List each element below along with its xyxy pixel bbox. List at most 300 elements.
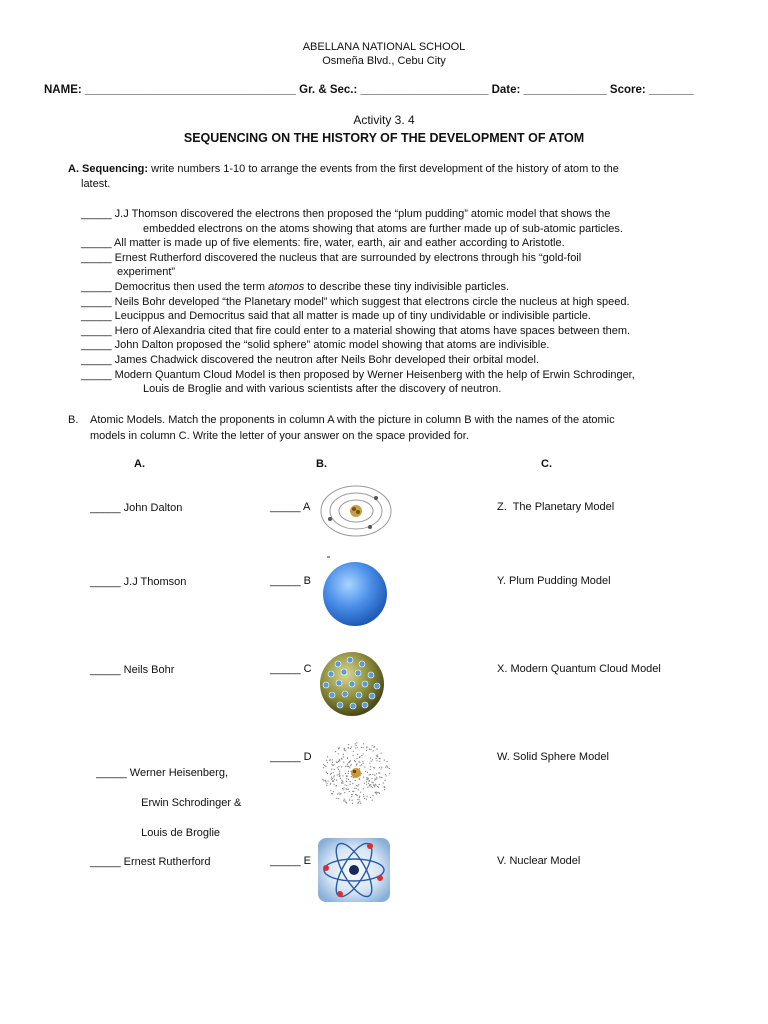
- cloud-dot: [352, 803, 353, 804]
- cloud-dot: [349, 767, 350, 768]
- list-item: [81, 353, 741, 368]
- cloud-dot: [331, 769, 332, 770]
- cloud-dot: [373, 767, 374, 768]
- cloud-dot: [349, 799, 350, 800]
- cloud-dot: [367, 772, 368, 773]
- cloud-dot: [359, 779, 360, 780]
- proponent-line-2: Erwin Schrodinger &: [141, 797, 242, 809]
- cloud-dot: [357, 803, 358, 804]
- cloud-dot: [341, 782, 342, 783]
- cloud-dot: [352, 791, 353, 792]
- picture-answer-b[interactable]: _____ B: [270, 575, 311, 587]
- cloud-dot: [367, 787, 368, 788]
- cloud-dot: [329, 760, 330, 761]
- cloud-dot: [370, 766, 371, 767]
- item-text: Democritus then used the term: [114, 280, 269, 293]
- cloud-dot: [344, 800, 345, 801]
- planetary-model-icon: [318, 483, 394, 539]
- cloud-dot: [355, 780, 356, 781]
- cloud-dot: [361, 764, 362, 765]
- cloud-dot: [357, 785, 358, 786]
- cloud-dot: [338, 753, 339, 754]
- proponent-ernest-rutherford[interactable]: _____ Ernest Rutherford: [90, 856, 211, 868]
- cloud-dot: [356, 742, 357, 743]
- cloud-dot: [335, 751, 336, 752]
- cloud-dot: [359, 796, 360, 797]
- cloud-dot: [346, 776, 347, 777]
- cloud-dot: [359, 797, 360, 798]
- answer-blank[interactable]: _____: [81, 339, 115, 352]
- cloud-dot: [352, 800, 353, 801]
- cloud-dot: [379, 776, 380, 777]
- cloud-dot: [332, 778, 333, 779]
- cloud-dot: [339, 776, 340, 777]
- cloud-dot: [328, 781, 329, 782]
- cloud-dot: [344, 792, 345, 793]
- cloud-dot: [330, 790, 331, 791]
- answer-blank[interactable]: _____: [81, 353, 115, 366]
- cloud-dot: [325, 766, 326, 767]
- cloud-dot: [346, 789, 347, 790]
- cloud-dot: [331, 764, 332, 765]
- cloud-dot: [384, 789, 385, 790]
- cloud-dot: [376, 758, 377, 759]
- cloud-dot: [368, 783, 369, 784]
- model-nuclear: V. Nuclear Model: [497, 855, 581, 867]
- cloud-dot: [346, 802, 347, 803]
- cloud-dot: [334, 775, 335, 776]
- cloud-dot: [371, 761, 372, 762]
- cloud-dot: [333, 781, 334, 782]
- answer-blank[interactable]: _____: [81, 368, 115, 381]
- cloud-dot: [346, 781, 347, 782]
- sequence-list: [81, 207, 741, 397]
- cloud-dot: [364, 798, 365, 799]
- cloud-dot: [359, 778, 360, 779]
- answer-blank[interactable]: _____: [81, 208, 115, 220]
- cloud-dot: [371, 786, 372, 787]
- cloud-dot: [371, 782, 372, 783]
- cloud-dot: [387, 767, 388, 768]
- cloud-dot: [356, 758, 357, 759]
- picture-answer-a[interactable]: _____ A: [270, 501, 311, 513]
- activity-number: Activity 3. 4: [353, 113, 415, 127]
- cloud-dot: [337, 767, 338, 768]
- cloud-dot: [331, 773, 332, 774]
- cloud-dot: [367, 796, 368, 797]
- cloud-dot: [376, 793, 377, 794]
- column-b-header: B.: [316, 458, 327, 470]
- cloud-dot: [344, 749, 345, 750]
- cloud-dot: [360, 803, 361, 804]
- cloud-dot: [356, 788, 357, 789]
- list-item: [81, 309, 741, 324]
- cloud-dot: [369, 774, 370, 775]
- cloud-dot: [376, 777, 377, 778]
- cloud-dot: [378, 792, 379, 793]
- student-info-line: NAME: _________________________________ Gr. & Sec.: ____________________ Date: _____________ Score: _______: [44, 84, 694, 96]
- item-text: Leucippus and Democritus said that all matter is made up of tiny undividable or indivisible particle.: [114, 310, 591, 323]
- cloud-dot: [345, 766, 346, 767]
- cloud-dot: [347, 764, 348, 765]
- column-a-header: A.: [134, 458, 145, 470]
- cloud-dot: [370, 774, 371, 775]
- picture-answer-d[interactable]: _____ D: [270, 751, 312, 763]
- model-plum-pudding: Y. Plum Pudding Model: [497, 575, 611, 587]
- cloud-dot: [357, 747, 358, 748]
- cloud-dot: [375, 778, 376, 779]
- cloud-dot: [336, 761, 337, 762]
- cloud-dot: [363, 743, 364, 744]
- cloud-dot: [365, 771, 366, 772]
- plum-pudding-icon: [314, 650, 390, 718]
- cloud-dot: [338, 769, 339, 770]
- cloud-dot: [350, 781, 351, 782]
- cloud-dot: [372, 774, 373, 775]
- cloud-dot: [338, 748, 339, 749]
- cloud-dot: [364, 783, 365, 784]
- cloud-dot: [358, 784, 359, 785]
- cloud-dot: [327, 756, 328, 757]
- cloud-dot: [374, 785, 375, 786]
- answer-blank[interactable]: _____: [81, 280, 115, 293]
- cloud-dot: [334, 769, 335, 770]
- cloud-dot: [378, 772, 379, 773]
- cloud-dot: [357, 795, 358, 796]
- cloud-dot: [373, 747, 374, 748]
- cloud-dot: [358, 789, 359, 790]
- cloud-dot: [348, 773, 349, 774]
- cloud-dot: [372, 778, 373, 779]
- cloud-dot: [339, 793, 340, 794]
- list-item: [81, 207, 741, 236]
- solid-sphere-icon: [318, 554, 392, 628]
- cloud-dot: [375, 792, 376, 793]
- cloud-dot: [326, 760, 327, 761]
- answer-blank[interactable]: _____: [81, 310, 115, 323]
- list-item: [81, 295, 741, 310]
- cloud-dot: [366, 781, 367, 782]
- cloud-dot: [354, 760, 355, 761]
- cloud-dot: [360, 792, 361, 793]
- proponent-neils-bohr[interactable]: _____ Neils Bohr: [90, 664, 175, 676]
- section-a-label: A. Sequencing:: [68, 163, 149, 175]
- section-a-instructions: [68, 162, 718, 192]
- cloud-dot: [343, 762, 344, 763]
- cloud-dot: [367, 778, 368, 779]
- cloud-dot: [332, 793, 333, 794]
- cloud-dot: [359, 801, 360, 802]
- nuclear-model-icon: [318, 838, 390, 902]
- item-text: James Chadwick discovered the neutron after Neils Bohr developed their orbital model.: [114, 353, 539, 366]
- cloud-dot: [345, 784, 346, 785]
- cloud-dot: [356, 794, 357, 795]
- item-text-continued: Louis de Broglie and with various scientists after the discovery of neutron.: [143, 383, 502, 396]
- cloud-dot: [383, 782, 384, 783]
- cloud-dot: [350, 748, 351, 749]
- item-text: John Dalton proposed the “solid sphere” atomic model showing that atoms are indivisible.: [114, 339, 550, 352]
- cloud-dot: [330, 784, 331, 785]
- proponent-jj-thomson[interactable]: _____ J.J Thomson: [90, 576, 187, 588]
- cloud-dot: [327, 773, 328, 774]
- cloud-dot: [368, 781, 369, 782]
- cloud-dot: [373, 782, 374, 783]
- cloud-dot: [358, 802, 359, 803]
- item-text-italic: atomos: [268, 280, 305, 293]
- cloud-dot: [353, 751, 354, 752]
- cloud-dot: [379, 761, 380, 762]
- cloud-dot: [343, 789, 344, 790]
- answer-blank[interactable]: _____: [81, 324, 115, 337]
- cloud-dot: [339, 759, 340, 760]
- section-b-instruction-2: models in column C. Write the letter of your answer on the space provided for.: [90, 430, 469, 442]
- item-text: Modern Quantum Cloud Model is then proposed by Werner Heisenberg with the help of Erwin Schrodinger,: [114, 368, 635, 381]
- cloud-dot: [341, 780, 342, 781]
- cloud-dot: [381, 753, 382, 754]
- cloud-dot: [340, 793, 341, 794]
- cloud-dot: [332, 781, 333, 782]
- cloud-dot: [339, 747, 340, 748]
- cloud-dot: [372, 800, 373, 801]
- cloud-dot: [337, 774, 338, 775]
- cloud-dot: [351, 796, 352, 797]
- cloud-dot: [333, 791, 334, 792]
- cloud-dot: [379, 767, 380, 768]
- cloud-dot: [368, 778, 369, 779]
- cloud-dot: [374, 780, 375, 781]
- list-item: [81, 338, 741, 353]
- cloud-dot: [346, 785, 347, 786]
- cloud-dot: [330, 759, 331, 760]
- cloud-dot: [343, 754, 344, 755]
- cloud-dot: [352, 783, 353, 784]
- cloud-dot: [386, 765, 387, 766]
- item-text-continued: experiment”: [117, 266, 176, 279]
- cloud-dot: [345, 750, 346, 751]
- cloud-dot: [351, 746, 352, 747]
- cloud-dot: [339, 774, 340, 775]
- cloud-dot: [377, 749, 378, 750]
- cloud-dot: [372, 795, 373, 796]
- cloud-dot: [332, 765, 333, 766]
- picture-answer-e[interactable]: _____ E: [270, 855, 311, 867]
- cloud-dot: [323, 780, 324, 781]
- section-b-label: B.: [68, 414, 79, 426]
- cloud-dot: [339, 794, 340, 795]
- cloud-dot: [348, 766, 349, 767]
- picture-answer-c[interactable]: _____ C: [270, 663, 312, 675]
- cloud-dot: [339, 773, 340, 774]
- cloud-dot: [363, 747, 364, 748]
- cloud-dot: [350, 760, 351, 761]
- section-b-instruction-1: Atomic Models. Match the proponents in column A with the picture in column B with the names of the atomic: [90, 414, 615, 426]
- cloud-dot: [349, 791, 350, 792]
- cloud-dot: [343, 756, 344, 757]
- cloud-dot: [361, 755, 362, 756]
- cloud-dot: [379, 784, 380, 785]
- proponent-line-3: Louis de Broglie: [141, 827, 221, 839]
- cloud-dot: [346, 766, 347, 767]
- cloud-dot: [327, 783, 328, 784]
- cloud-dot: [344, 799, 345, 800]
- cloud-dot: [385, 780, 386, 781]
- cloud-dot: [338, 766, 339, 767]
- proponent-line-1: _____ Werner Heisenberg,: [96, 767, 229, 779]
- cloud-dot: [372, 759, 373, 760]
- cloud-dot: [336, 785, 337, 786]
- cloud-dot: [359, 762, 360, 763]
- item-text-continued: embedded electrons on the atoms showing that atoms are further made up of sub-atomic particles.: [143, 222, 623, 235]
- cloud-dot: [374, 775, 375, 776]
- cloud-dot: [376, 773, 377, 774]
- cloud-dot: [356, 745, 357, 746]
- item-text: Hero of Alexandria cited that fire could enter to a material showing that atoms have spaces between them.: [114, 324, 631, 337]
- section-a-instruction-1: write numbers 1-10 to arrange the events from the first development of the history of atom to the: [148, 163, 619, 175]
- cloud-dot: [379, 758, 380, 759]
- answer-blank[interactable]: _____: [81, 295, 115, 308]
- answer-blank[interactable]: _____: [81, 237, 115, 250]
- cloud-dot: [370, 758, 371, 759]
- cloud-dot: [372, 787, 373, 788]
- cloud-dot: [359, 799, 360, 800]
- cloud-dot: [348, 747, 349, 748]
- cloud-dot: [343, 800, 344, 801]
- cloud-dot: [332, 762, 333, 763]
- cloud-dot: [356, 763, 357, 764]
- list-item: [81, 236, 741, 251]
- cloud-dot: [359, 756, 360, 757]
- cloud-dot: [348, 789, 349, 790]
- section-b-instructions: [68, 412, 728, 444]
- cloud-dot: [389, 773, 390, 774]
- cloud-dot: [333, 784, 334, 785]
- cloud-dot: [334, 779, 335, 780]
- cloud-dot: [369, 763, 370, 764]
- cloud-dot: [350, 784, 351, 785]
- cloud-dot: [351, 776, 352, 777]
- cloud-dot: [385, 775, 386, 776]
- cloud-dot: [389, 768, 390, 769]
- item-text: Neils Bohr developed “the Planetary model” which suggest that electrons circle the nucleus at high speed.: [114, 295, 630, 308]
- item-text: to describe these tiny indivisible particles.: [304, 280, 510, 293]
- cloud-dot: [387, 761, 388, 762]
- cloud-dot: [363, 788, 364, 789]
- cloud-dot: [366, 750, 367, 751]
- cloud-dot: [346, 778, 347, 779]
- cloud-dot: [370, 784, 371, 785]
- cloud-dot: [343, 787, 344, 788]
- cloud-dot: [348, 779, 349, 780]
- list-item: [81, 280, 741, 295]
- cloud-dot: [338, 761, 339, 762]
- school-address: Osmeña Blvd., Cebu City: [322, 55, 446, 67]
- cloud-dot: [351, 764, 352, 765]
- cloud-dot: [363, 753, 364, 754]
- cloud-dot: [385, 767, 386, 768]
- cloud-dot: [355, 743, 356, 744]
- cloud-dot: [323, 764, 324, 765]
- cloud-dot: [332, 759, 333, 760]
- cloud-dot: [363, 794, 364, 795]
- cloud-dot: [345, 773, 346, 774]
- cloud-dot: [342, 783, 343, 784]
- cloud-dot: [357, 799, 358, 800]
- cloud-dot: [348, 744, 349, 745]
- cloud-dot: [376, 760, 377, 761]
- cloud-dot: [384, 760, 385, 761]
- list-item: [81, 368, 741, 397]
- cloud-dot: [369, 749, 370, 750]
- cloud-dot: [384, 786, 385, 787]
- cloud-dot: [336, 780, 337, 781]
- cloud-dot: [347, 757, 348, 758]
- model-planetary: Z. The Planetary Model: [497, 501, 615, 513]
- cloud-dot: [363, 796, 364, 797]
- cloud-dot: [333, 764, 334, 765]
- cloud-dot: [337, 793, 338, 794]
- cloud-dot: [357, 754, 358, 755]
- cloud-dot: [352, 794, 353, 795]
- cloud-dot: [350, 765, 351, 766]
- cloud-dot: [342, 775, 343, 776]
- proponent-heisenberg-schrodinger-de-broglie[interactable]: [90, 751, 241, 841]
- cloud-dot: [326, 772, 327, 773]
- cloud-dot: [376, 778, 377, 779]
- cloud-dot: [340, 778, 341, 779]
- cloud-dot: [376, 755, 377, 756]
- cloud-dot: [333, 772, 334, 773]
- cloud-dot: [341, 766, 342, 767]
- cloud-dot: [352, 755, 353, 756]
- cloud-dot: [344, 750, 345, 751]
- cloud-dot: [336, 798, 337, 799]
- cloud-dot: [363, 777, 364, 778]
- cloud-dot: [346, 788, 347, 789]
- cloud-dot: [354, 788, 355, 789]
- cloud-dot: [331, 777, 332, 778]
- cloud-dot: [377, 756, 378, 757]
- column-c-header: C.: [541, 458, 552, 470]
- school-name: ABELLANA NATIONAL SCHOOL: [302, 41, 466, 53]
- item-text: J.J Thomson discovered the electrons then proposed the “plum pudding” atomic model that shows the: [114, 208, 611, 220]
- cloud-dot: [348, 771, 349, 772]
- cloud-dot: [339, 760, 340, 761]
- cloud-dot: [366, 799, 367, 800]
- model-solid-sphere: W. Solid Sphere Model: [497, 751, 609, 763]
- model-quantum-cloud: X. Modern Quantum Cloud Model: [497, 663, 661, 675]
- cloud-dot: [381, 767, 382, 768]
- cloud-dot: [355, 747, 356, 748]
- cloud-dot: [370, 797, 371, 798]
- cloud-dot: [375, 785, 376, 786]
- answer-blank[interactable]: _____: [81, 251, 115, 264]
- cloud-dot: [326, 785, 327, 786]
- cloud-dot: [373, 750, 374, 751]
- cloud-dot: [348, 762, 349, 763]
- cloud-dot: [380, 768, 381, 769]
- cloud-dot: [327, 762, 328, 763]
- electron-cloud-icon: [316, 737, 396, 809]
- cloud-dot: [339, 771, 340, 772]
- list-item: [81, 251, 741, 280]
- cloud-dot: [366, 784, 367, 785]
- cloud-dot: [371, 745, 372, 746]
- cloud-dot: [333, 776, 334, 777]
- cloud-dot: [342, 781, 343, 782]
- cloud-dot: [370, 749, 371, 750]
- cloud-dot: [363, 763, 364, 764]
- proponent-john-dalton[interactable]: _____ John Dalton: [90, 502, 183, 514]
